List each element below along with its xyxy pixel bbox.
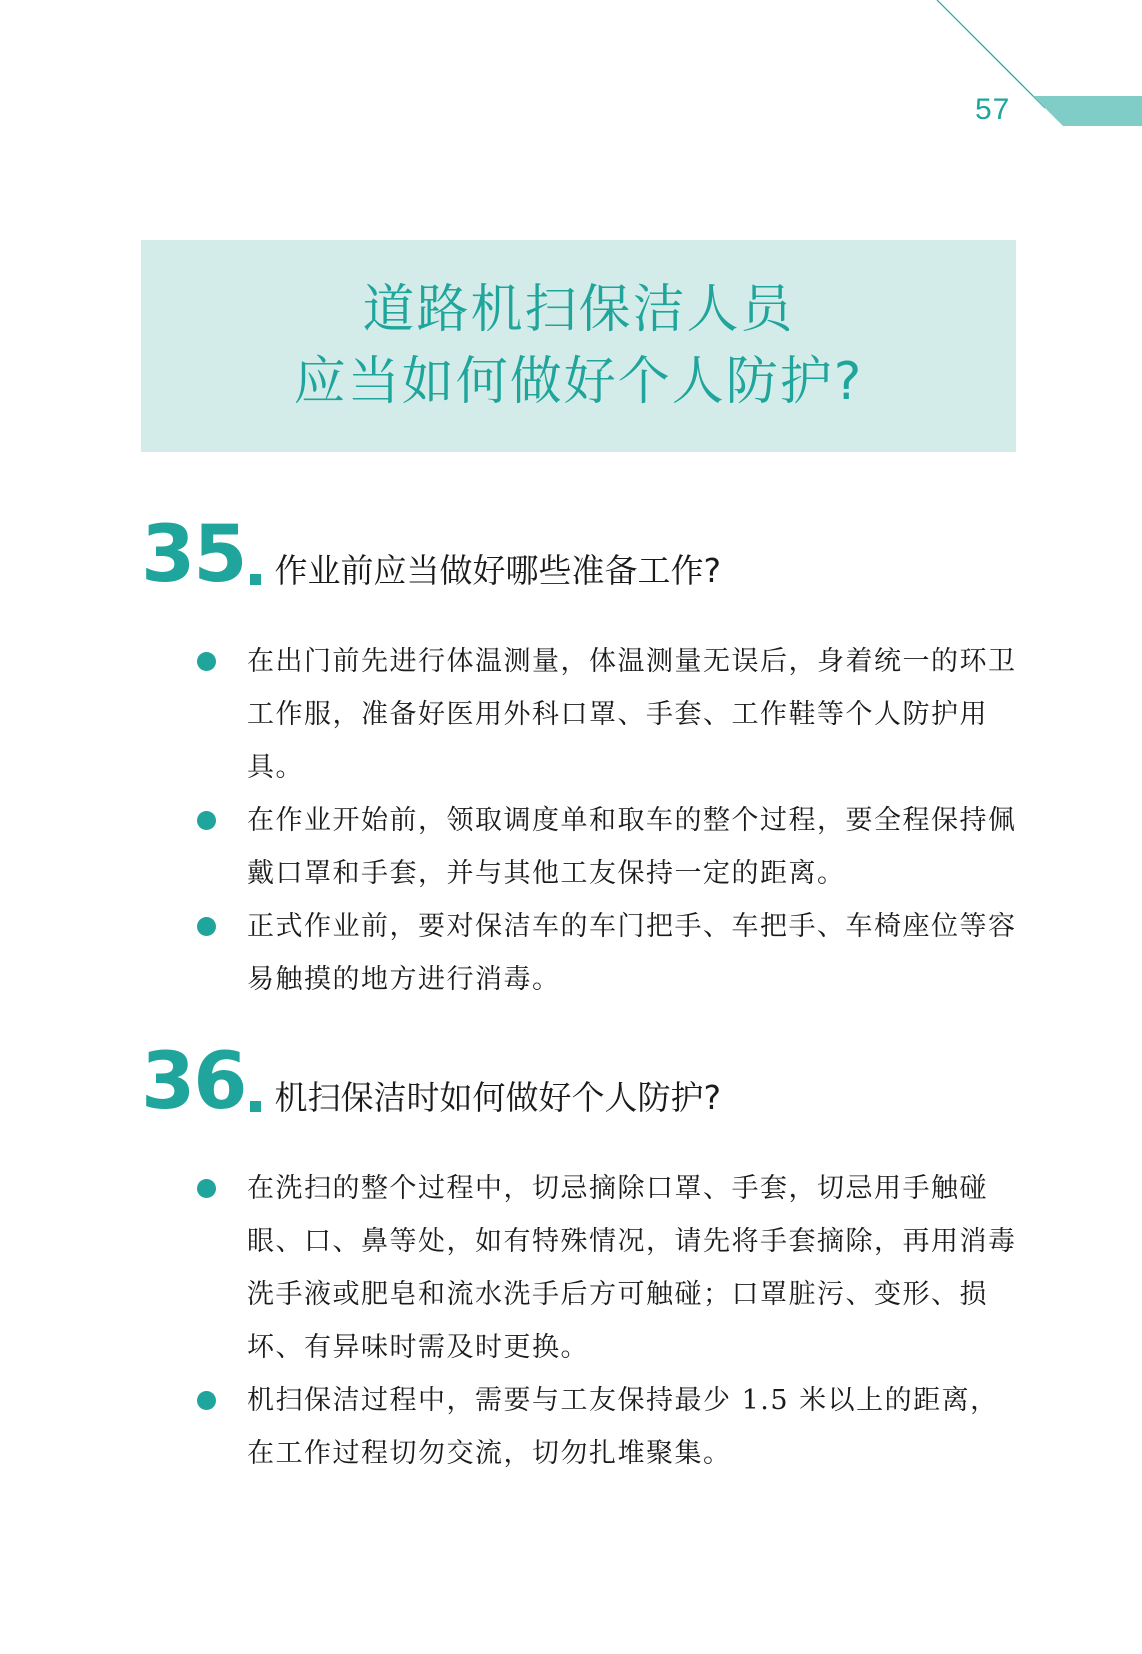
section-number: 36 <box>141 1037 246 1127</box>
corner-decoration <box>0 0 1142 140</box>
bullet-list <box>141 1162 1021 1480</box>
list-item-text: 正式作业前，要对保洁车的车门把手、车把手、车椅座位等容易触摸的地方进行消毒。 <box>247 911 1017 995</box>
section-title: 机扫保洁时如何做好个人防护? <box>274 1078 722 1117</box>
bullet-dot-icon <box>197 652 216 671</box>
chapter-title-line-1: 道路机扫保洁人员 <box>362 280 795 340</box>
list-item-text: 在洗扫的整个过程中，切忌摘除口罩、手套，切忌用手触碰眼、口、鼻等处，如有特殊情况，请先将手套摘除，再用消毒洗手液或肥皂和流水洗手后方可触碰；口罩脏污、变形、损坏、有异味时需及时更换。 <box>247 1173 1017 1363</box>
list-item-text: 在出门前先进行体温测量，体温测量无误后，身着统一的环卫工作服，准备好医用外科口罩、手套、工作鞋等个人防护用具。 <box>247 646 1017 783</box>
bullet-dot-icon <box>197 917 216 936</box>
bullet-list <box>141 635 1021 1006</box>
section-dot-icon <box>250 1101 261 1112</box>
bullet-dot-icon <box>197 1179 216 1198</box>
chapter-title-line-2: 应当如何做好个人防护? <box>293 352 864 412</box>
section-35 <box>141 505 1021 1006</box>
list-item <box>141 794 1025 900</box>
page-number: 57 <box>975 93 1011 126</box>
chapter-title-box <box>141 240 1016 452</box>
bullet-dot-icon <box>197 811 216 830</box>
list-item <box>141 1162 1025 1374</box>
list-item-text: 在作业开始前，领取调度单和取车的整个过程，要全程保持佩戴口罩和手套，并与其他工友保持一定的距离。 <box>247 805 1017 889</box>
bullet-dot-icon <box>197 1391 216 1410</box>
list-item <box>141 1374 1025 1480</box>
section-heading <box>141 505 1021 600</box>
list-item-text: 机扫保洁过程中，需要与工友保持最少 1.5 米以上的距离，在工作过程切勿交流，切勿扎堆聚集。 <box>247 1385 999 1469</box>
section-dot-icon <box>250 574 261 585</box>
section-heading <box>141 1032 1021 1127</box>
section-36 <box>141 1032 1021 1480</box>
section-number: 35 <box>141 510 246 600</box>
list-item <box>141 900 1025 1006</box>
list-item <box>141 635 1025 794</box>
section-title: 作业前应当做好哪些准备工作? <box>274 551 722 590</box>
